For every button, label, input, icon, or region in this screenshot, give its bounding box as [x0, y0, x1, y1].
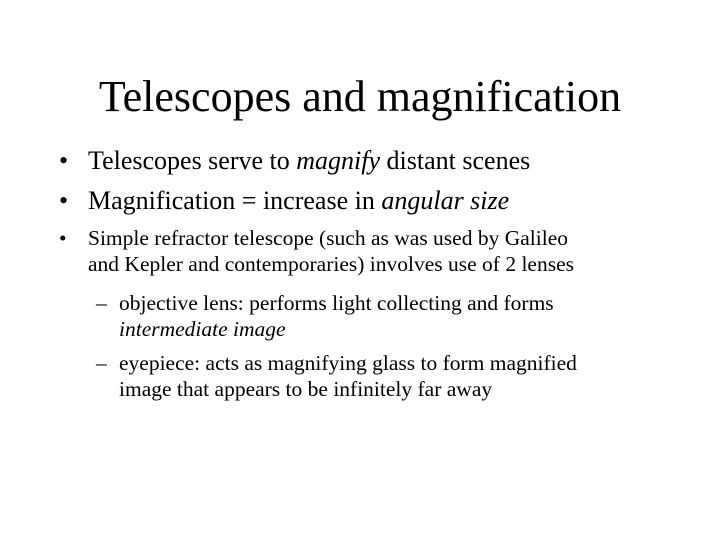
subbullet-2-line-1: eyepiece: acts as magnifying glass to form magnified [119, 351, 577, 375]
bullet-marker: • [59, 226, 67, 250]
subbullet-marker: – [96, 351, 107, 375]
subbullet-1-text [119, 290, 554, 342]
subbullet-1-line-2-emphasis: intermediate image [119, 317, 286, 341]
bullet-marker: • [59, 146, 69, 175]
bullet-3-text [88, 225, 574, 277]
bullet-1-post: distant scenes [380, 146, 531, 175]
subbullet-2-text [119, 350, 577, 402]
bullet-marker: • [59, 186, 69, 215]
slide-title: Telescopes and magnification [98, 72, 622, 121]
subbullet-marker: – [96, 291, 107, 315]
subbullet-2-line-2: image that appears to be infinitely far away [119, 377, 493, 401]
bullet-2-text [88, 185, 509, 217]
bullet-1-emphasis: magnify [296, 146, 381, 175]
bullet-2-emphasis: angular size [381, 186, 510, 215]
bullet-1-pre: Telescopes serve to [88, 146, 297, 175]
bullet-2-pre: Magnification = increase in [88, 186, 382, 215]
subbullet-1-line-1: objective lens: performs light collecting and forms [119, 291, 554, 315]
bullet-1-text [88, 145, 530, 177]
bullet-3-line-1: Simple refractor telescope (such as was used by Galileo [88, 226, 569, 250]
bullet-3-line-2: and Kepler and contemporaries) involves use of 2 lenses [88, 252, 574, 276]
